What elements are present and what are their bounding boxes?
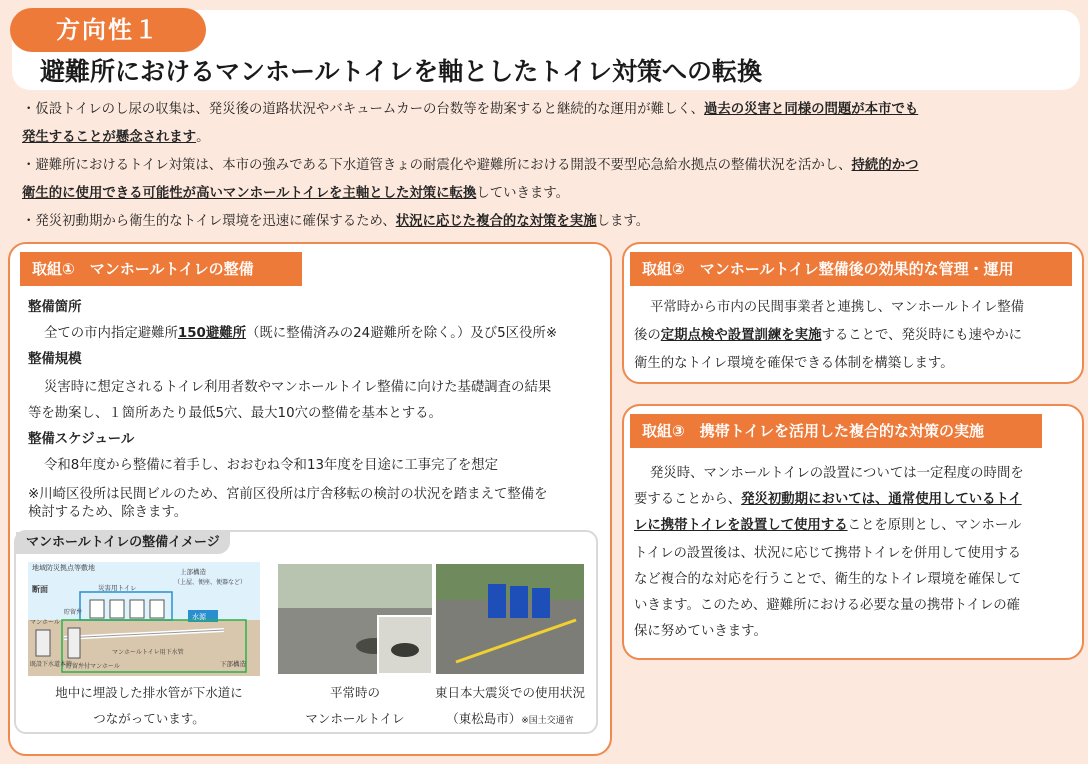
caption-earthquake: 東日本大震災での使用状況 （東松島市）※国土交通省 [434,685,585,726]
panel-3-line-1: 発災時、マンホールトイレの設置については一定程度の時間を [650,466,1024,481]
heading-scale: 整備規模 [28,352,82,367]
panel-2-line-1: 平常時から市内の民間事業者と連携し、マンホールトイレ整備 [650,300,1024,315]
panel-3-line-6: いきます。このため、避難所における必要な量の携帯トイレの確 [634,598,1021,613]
intro-bullet-1: ・仮設トイレのし尿の収集は、発災後の道路状況やバキュームカーの台数等を勘案すると継続的な運用が難しく、過去の災害と同様の問題が本市でも 発生することが懸念されます。 [22,102,919,145]
manhole-cross-section-diagram [28,562,260,676]
location-text: 全ての市内指定避難所150避難所（既に整備済みの24避難所を除く。）及び5区役所※ [44,326,558,341]
footnote: ※川崎区役所は民間ビルのため、宮前区役所は庁舎移転の検討の状況を踏まえて整備を 検討するため、除きます。 [28,487,548,520]
caption-diagram: 地中に埋設した排水管が下水道に つながっています。 [55,685,243,726]
panel-1-title: 取組① マンホールトイレの整備 [20,252,302,286]
photo-normal-manhole [278,564,432,674]
diagram-label-upper: 上部構造 [180,568,206,576]
panel-3-line-2: 要することから、発災初動期においては、通常使用しているトイ [634,492,1022,507]
panel-initiative-3 [622,404,1084,660]
panel-3-title: 取組③ 携帯トイレを活用した複合的な対策の実施 [630,414,1042,448]
diagram-label-lower: 下部構造 [220,660,246,668]
panel-initiative-2 [622,242,1084,384]
photo-earthquake-usage [436,564,584,674]
scale-text-1: 災害時に想定されるトイレ利用者数やマンホールトイレ整備に向けた基礎調査の結果 [44,380,552,395]
direction-tag: 方向性１ [10,8,206,52]
diagram-label-upper-detail: （上屋、便座、便器など） [174,579,247,586]
panel-3-line-4: トイレの設置後は、状況に応じて携帯トイレを併用して使用する [634,546,1021,561]
panel-2-line-2: 後の定期点検や設置訓練を実施することで、発災時にも速やかに [634,328,1023,343]
panel-initiative-1 [8,242,612,756]
panel-3-line-3: レに携帯トイレを設置して使用することを原則とし、マンホール [634,518,1022,533]
page-title: 避難所におけるマンホールトイレを軸としたトイレ対策への転換 [40,57,763,86]
diagram-label-valve-manhole: 貯留弁付マンホール [66,663,120,670]
diagram-label-site: 地域防災拠点等敷地 [32,564,95,572]
schedule-text: 令和8年度から整備に着手し、おおむね令和13年度を目途に工事完了を想定 [44,458,499,473]
diagram-label-main: 既設下水道本管 [30,661,73,668]
panel-3-line-5: など複合的な対応を行うことで、衛生的なトイレ環境を確保して [634,572,1022,587]
diagram-label-section: 断面 [32,585,48,594]
intro-bullet-2: ・避難所におけるトイレ対策は、本市の強みである下水道管きょの耐震化や避難所における開設不要型応急給水拠点の整備状況を活かし、持続的かつ 衛生的に使用できる可能性が高いマンホールトイレを主軸とした対策に転換していきます。 [22,158,919,201]
caption-normal: 平常時の マンホールトイレ [305,685,405,726]
diagram-label-disaster-toilet: 災害用トイレ [98,584,137,592]
diagram-label-valve: 貯留弁 [64,609,83,616]
image-box [14,530,598,734]
panel-2-line-3: 衛生的なトイレ環境を確保できる体制を構築します。 [634,356,954,371]
heading-schedule: 整備スケジュール [28,432,135,447]
panel-2-title: 取組② マンホールトイレ整備後の効果的な管理・運用 [630,252,1072,286]
heading-location: 整備箇所 [28,300,82,315]
diagram-label-pipe: マンホールトイレ用下水管 [112,649,184,656]
image-box-label: マンホールトイレの整備イメージ [16,532,230,554]
scale-text-2: 等を勘案し、１箇所あたり最低5穴、最大10穴の整備を基本とする。 [28,406,442,421]
diagram-label-water: 水源 [192,613,206,621]
diagram-label-manhole: マンホール [30,619,60,626]
intro-bullet-3: ・発災初動期から衛生的なトイレ環境を迅速に確保するため、状況に応じた複合的な対策を実施します。 [22,214,650,229]
panel-3-line-7: 保に努めていきます。 [634,624,767,639]
